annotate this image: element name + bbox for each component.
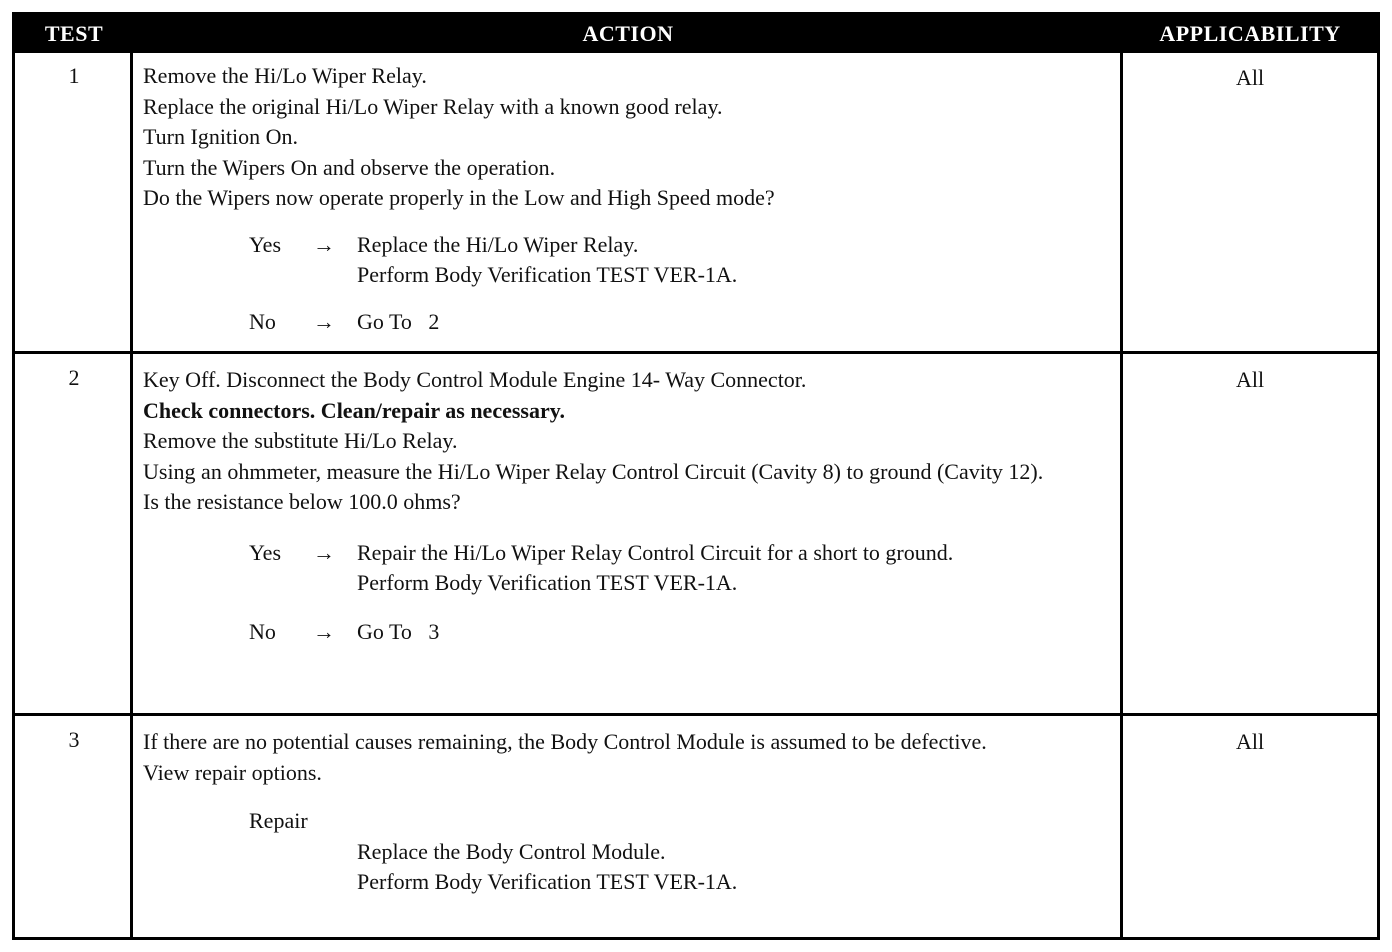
header-applicability: APPLICABILITY bbox=[1159, 21, 1341, 46]
header-test: TEST bbox=[44, 21, 104, 46]
no-label: No bbox=[249, 618, 276, 644]
repair-step: Replace the Body Control Module. bbox=[357, 838, 666, 864]
yes-result: Perform Body Verification TEST VER-1A. bbox=[357, 570, 738, 595]
applicability-value: All bbox=[1235, 729, 1265, 754]
arrow-right-icon: → bbox=[313, 231, 335, 257]
diagnostic-table bbox=[12, 12, 1380, 940]
no-option bbox=[143, 307, 1113, 338]
column-divider bbox=[130, 53, 133, 937]
test-number: 1 bbox=[68, 63, 80, 88]
no-result: Go To 3 bbox=[357, 618, 440, 644]
action-line: Remove the substitute Hi/Lo Relay. bbox=[143, 428, 458, 453]
action-text bbox=[143, 727, 1113, 898]
yes-option bbox=[143, 538, 1113, 599]
yes-option bbox=[143, 230, 1113, 291]
action-line: Turn Ignition On. bbox=[143, 124, 299, 149]
repair-label: Repair bbox=[249, 808, 308, 833]
arrow-right-icon: → bbox=[313, 618, 335, 644]
arrow-right-icon: → bbox=[313, 539, 335, 565]
no-option bbox=[143, 617, 1113, 648]
repair-step: Perform Body Verification TEST VER-1A. bbox=[357, 869, 738, 894]
action-line: Replace the original Hi/Lo Wiper Relay with a known good relay. bbox=[143, 93, 723, 119]
yes-result: Replace the Hi/Lo Wiper Relay. bbox=[357, 231, 639, 257]
header-action: ACTION bbox=[582, 21, 674, 46]
yes-result: Perform Body Verification TEST VER-1A. bbox=[357, 262, 738, 287]
row-divider bbox=[15, 351, 1377, 354]
action-line: Key Off. Disconnect the Body Control Module Engine 14- Way Connector. bbox=[143, 367, 807, 392]
table-header bbox=[15, 15, 1377, 53]
arrow-right-icon: → bbox=[313, 308, 335, 334]
action-line: Remove the Hi/Lo Wiper Relay. bbox=[143, 63, 427, 88]
column-divider bbox=[1120, 53, 1123, 937]
applicability-value: All bbox=[1235, 65, 1265, 90]
yes-label: Yes bbox=[249, 539, 282, 565]
no-result: Go To 2 bbox=[357, 308, 440, 334]
yes-label: Yes bbox=[249, 231, 282, 257]
action-line: Is the resistance below 100.0 ohms? bbox=[143, 489, 461, 514]
action-line: Using an ohmmeter, measure the Hi/Lo Wiper Relay Control Circuit (Cavity 8) to ground (Cavity 12). bbox=[143, 458, 1044, 484]
yes-result: Repair the Hi/Lo Wiper Relay Control Circuit for a short to ground. bbox=[357, 539, 954, 565]
test-number: 2 bbox=[68, 365, 80, 390]
action-line: Turn the Wipers On and observe the operation. bbox=[143, 154, 556, 180]
test-number: 3 bbox=[68, 727, 80, 752]
action-line-emphasis: Check connectors. Clean/repair as necessary. bbox=[143, 397, 566, 423]
action-line: View repair options. bbox=[143, 759, 322, 785]
action-line: Do the Wipers now operate properly in the Low and High Speed mode? bbox=[143, 185, 775, 210]
action-text bbox=[143, 61, 1113, 337]
action-text bbox=[143, 365, 1113, 647]
action-line: If there are no potential causes remaining, the Body Control Module is assumed to be defective. bbox=[143, 729, 987, 754]
no-label: No bbox=[249, 308, 276, 334]
row-divider bbox=[15, 713, 1377, 716]
applicability-value: All bbox=[1235, 367, 1265, 392]
